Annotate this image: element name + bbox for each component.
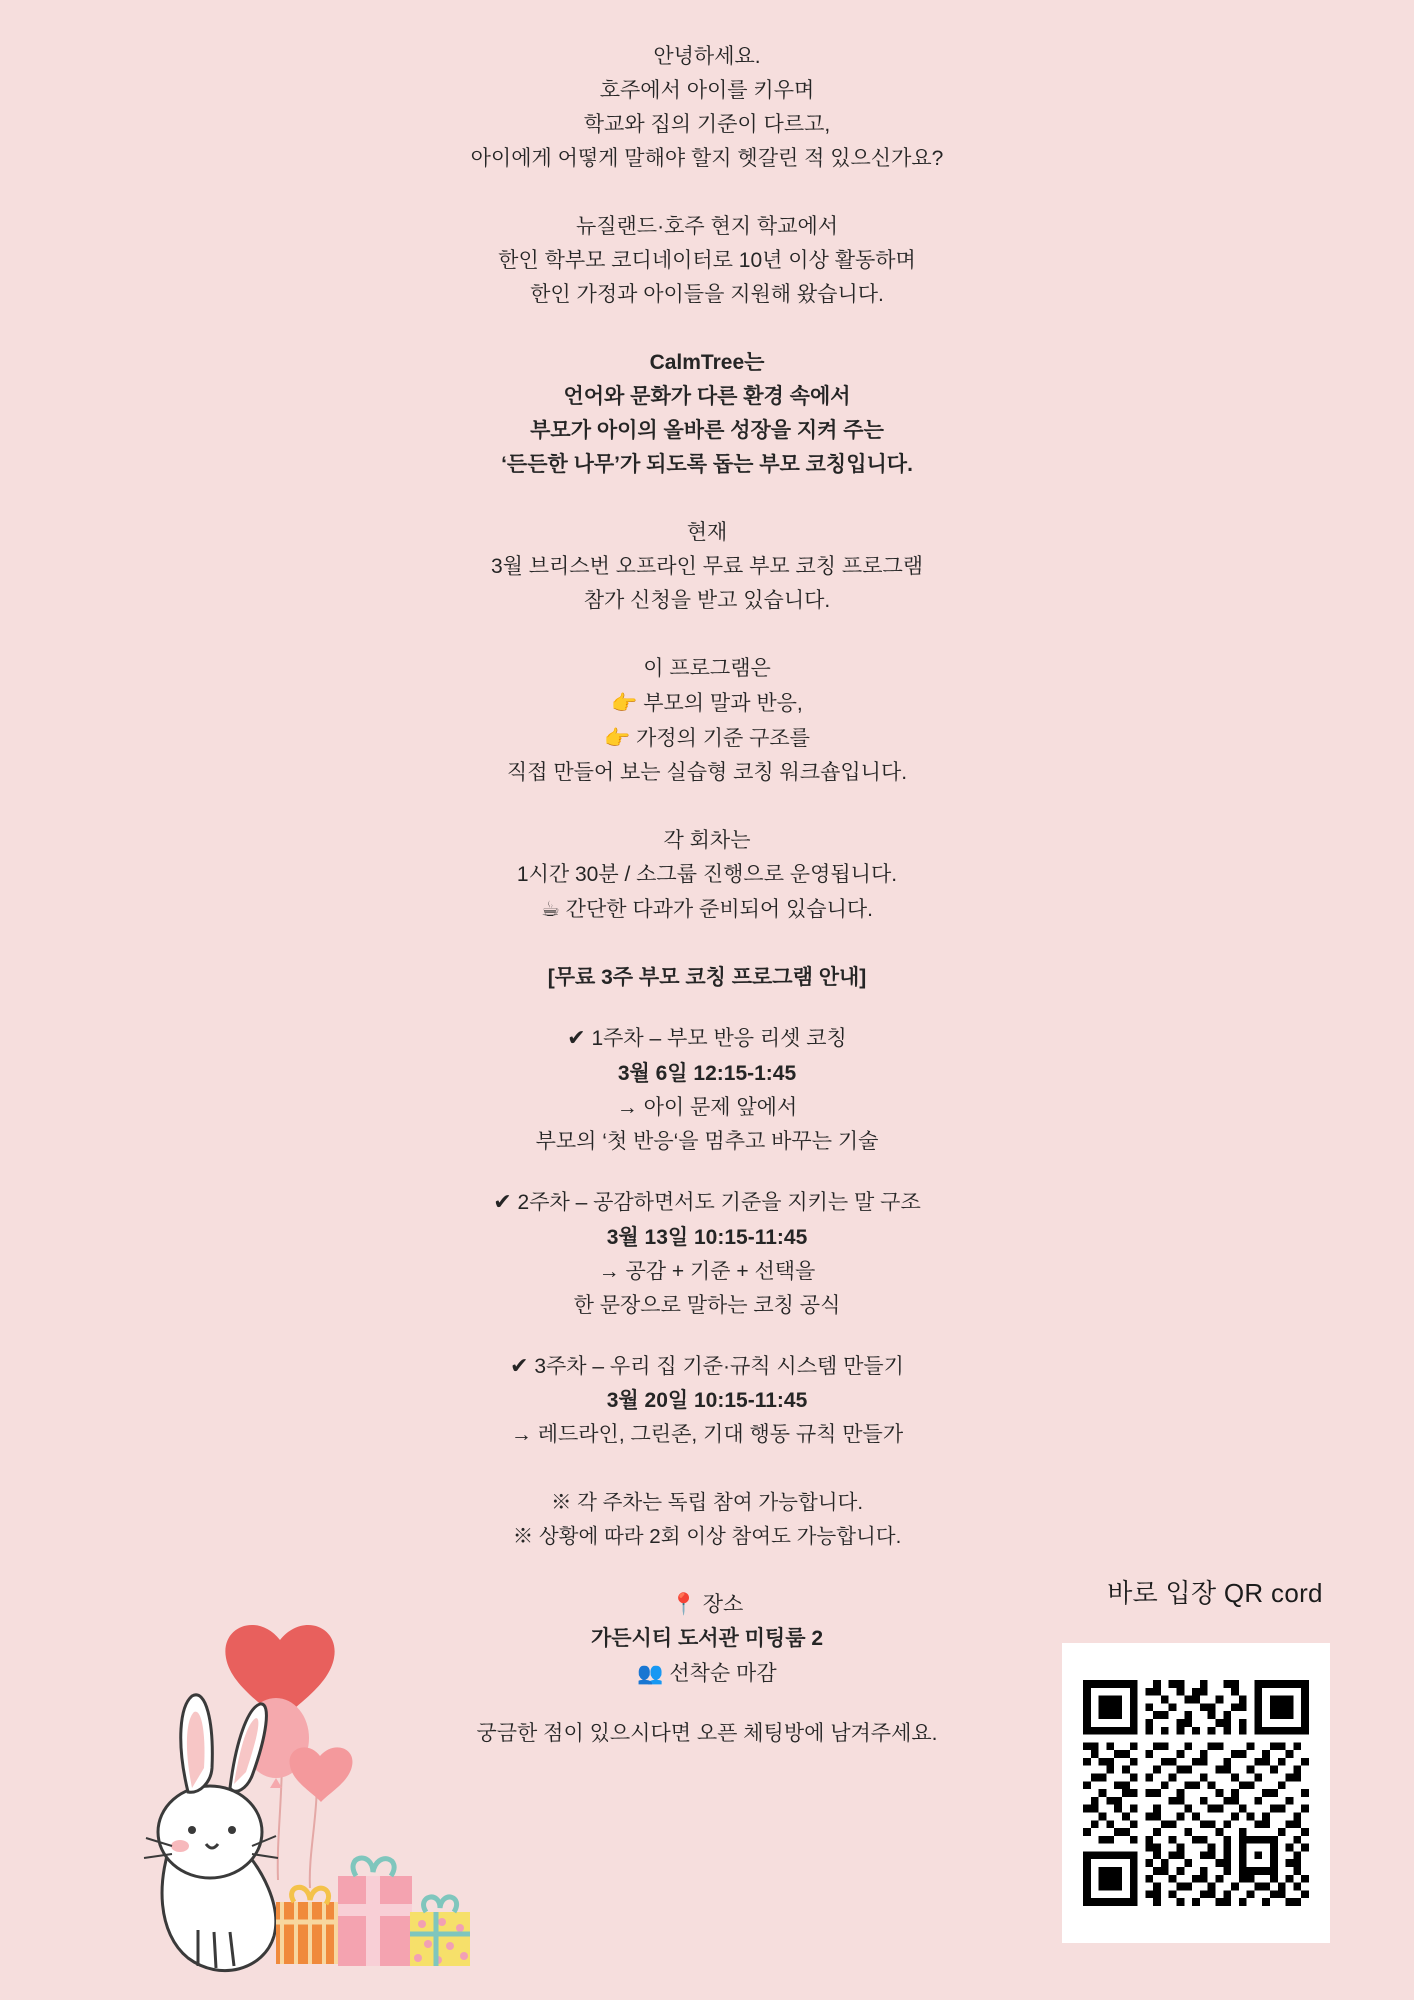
week-3-date: 3월 20일 10:15-11:45 (606, 1389, 808, 1413)
intro-line-2: 호주에서 아이를 키우며 (599, 79, 815, 103)
schedule-title: [무료 3주 부모 코칭 프로그램 안내] (547, 966, 867, 990)
brand-paragraph (0, 346, 1414, 482)
current-recruitment (0, 516, 1414, 618)
week-2-title-row (0, 1185, 1414, 1221)
experience-line-3: 한인 가정과 아이들을 지원해 왔습니다. (530, 283, 884, 307)
people-icon: 👥 (637, 1660, 664, 1685)
week-2-date: 3월 13일 10:15-11:45 (606, 1225, 808, 1249)
week-3-title-row (0, 1349, 1414, 1385)
experience-paragraph (0, 210, 1414, 312)
week-2-detail-2: 한 문장으로 말하는 코칭 공식 (573, 1293, 841, 1317)
pointing-right-icon: 👉 (611, 691, 638, 716)
spacer (0, 790, 1414, 824)
spacer (0, 482, 1414, 516)
spacer (0, 618, 1414, 652)
venue-name: 가든시티 도서관 미팅룸 2 (590, 1626, 824, 1650)
week-2-title: 2주차 – 공감하면서도 기준을 지키는 말 구조 (517, 1191, 921, 1215)
note-1: ※ 각 주차는 독립 참여 가능합니다. (550, 1491, 864, 1515)
program-bullet-1 (0, 686, 1414, 721)
session-duration: 1시간 30분 / 소그룹 진행으로 운영됩니다. (516, 863, 898, 887)
spacer (0, 1323, 1414, 1349)
spacer (0, 1452, 1414, 1486)
spacer (0, 927, 1414, 961)
spacer (0, 312, 1414, 346)
program-bullet-2-label: 가정의 기준 구조를 (636, 727, 810, 751)
brand-line-1: CalmTree는 (649, 351, 765, 375)
closing-message: 궁금한 점이 있으시다면 오픈 체팅방에 남겨주세요. (476, 1721, 938, 1745)
week-1-detail-1: → 아이 문제 앞에서 (616, 1095, 798, 1119)
intro-paragraph (0, 40, 1414, 176)
qr-caption: 바로 입장 QR cord (1107, 1578, 1323, 1608)
brand-line-3: 부모가 아이의 올바른 성장을 지켜 주는 (530, 419, 884, 443)
experience-line-1: 뉴질랜드·호주 현지 학교에서 (575, 215, 839, 239)
week-3 (0, 1349, 1414, 1453)
session-info (0, 824, 1414, 927)
pointing-right-icon: 👉 (604, 726, 631, 751)
week-1-title: 1주차 – 부모 반응 리셋 코칭 (591, 1027, 847, 1051)
program-bullet-1-label: 부모의 말과 반응, (643, 692, 803, 716)
check-mark-icon: ✔ (567, 1026, 586, 1052)
intro-line-3: 학교와 집의 기준이 다르고, (583, 113, 831, 137)
week-1-detail-2: 부모의 ‘첫 반응‘을 멈추고 바꾸는 기술 (535, 1130, 879, 1153)
session-heading: 각 회차는 (663, 829, 751, 853)
program-description (0, 652, 1414, 790)
experience-line-2: 한인 학부모 코디네이터로 10년 이상 활동하며 (498, 249, 916, 273)
week-2 (0, 1185, 1414, 1323)
check-mark-icon: ✔ (510, 1353, 529, 1379)
bunny-balloons-gifts-illustration (80, 1530, 500, 1980)
brand-line-4: ‘든든한 나무’가 되도록 돕는 부모 코칭입니다. (501, 453, 913, 477)
intro-line-4: 아이에게 어떻게 말해야 할지 헷갈린 적 있으신가요? (470, 147, 944, 171)
current-line-2: 3월 브리스번 오프라인 무료 부모 코칭 프로그램 (490, 555, 924, 579)
qr-code[interactable] (1062, 1643, 1330, 1943)
location-pin-icon: 📍 (670, 1591, 697, 1616)
week-1-date: 3월 6일 12:15-1:45 (617, 1061, 797, 1085)
venue-label: 장소 (702, 1592, 744, 1616)
note-2: ※ 상황에 따라 2회 이상 참여도 가능합니다. (512, 1524, 902, 1548)
program-bullet-2 (0, 721, 1414, 756)
spacer (0, 176, 1414, 210)
week-2-detail-1: → 공감 + 기준 + 선택을 (598, 1259, 816, 1283)
week-3-detail-1: → 레드라인, 그린존, 기대 행동 규칙 만들가 (510, 1423, 904, 1447)
brand-line-2: 언어와 문화가 다른 환경 속에서 (563, 385, 851, 409)
current-line-3: 참가 신청을 받고 있습니다. (583, 589, 831, 613)
intro-line-1: 안녕하세요. (653, 45, 761, 68)
spacer (0, 995, 1414, 1021)
week-1 (0, 1021, 1414, 1159)
current-line-1: 현재 (686, 521, 728, 545)
check-mark-icon: ✔ (493, 1190, 512, 1216)
program-heading: 이 프로그램은 (643, 657, 771, 681)
venue-capacity: 선착순 마감 (669, 1661, 777, 1685)
spacer (0, 1159, 1414, 1185)
coffee-icon: ☕ (540, 897, 560, 922)
session-refreshment-label: 간단한 다과가 준비되어 있습니다. (565, 898, 873, 922)
session-refreshment (0, 892, 1414, 927)
week-1-title-row (0, 1021, 1414, 1057)
program-closing: 직접 만들어 보는 실습형 코칭 워크숍입니다. (506, 761, 908, 785)
qr-code-image[interactable] (1083, 1680, 1309, 1906)
week-3-title: 3주차 – 우리 집 기준·규칙 시스템 만들기 (534, 1354, 904, 1378)
